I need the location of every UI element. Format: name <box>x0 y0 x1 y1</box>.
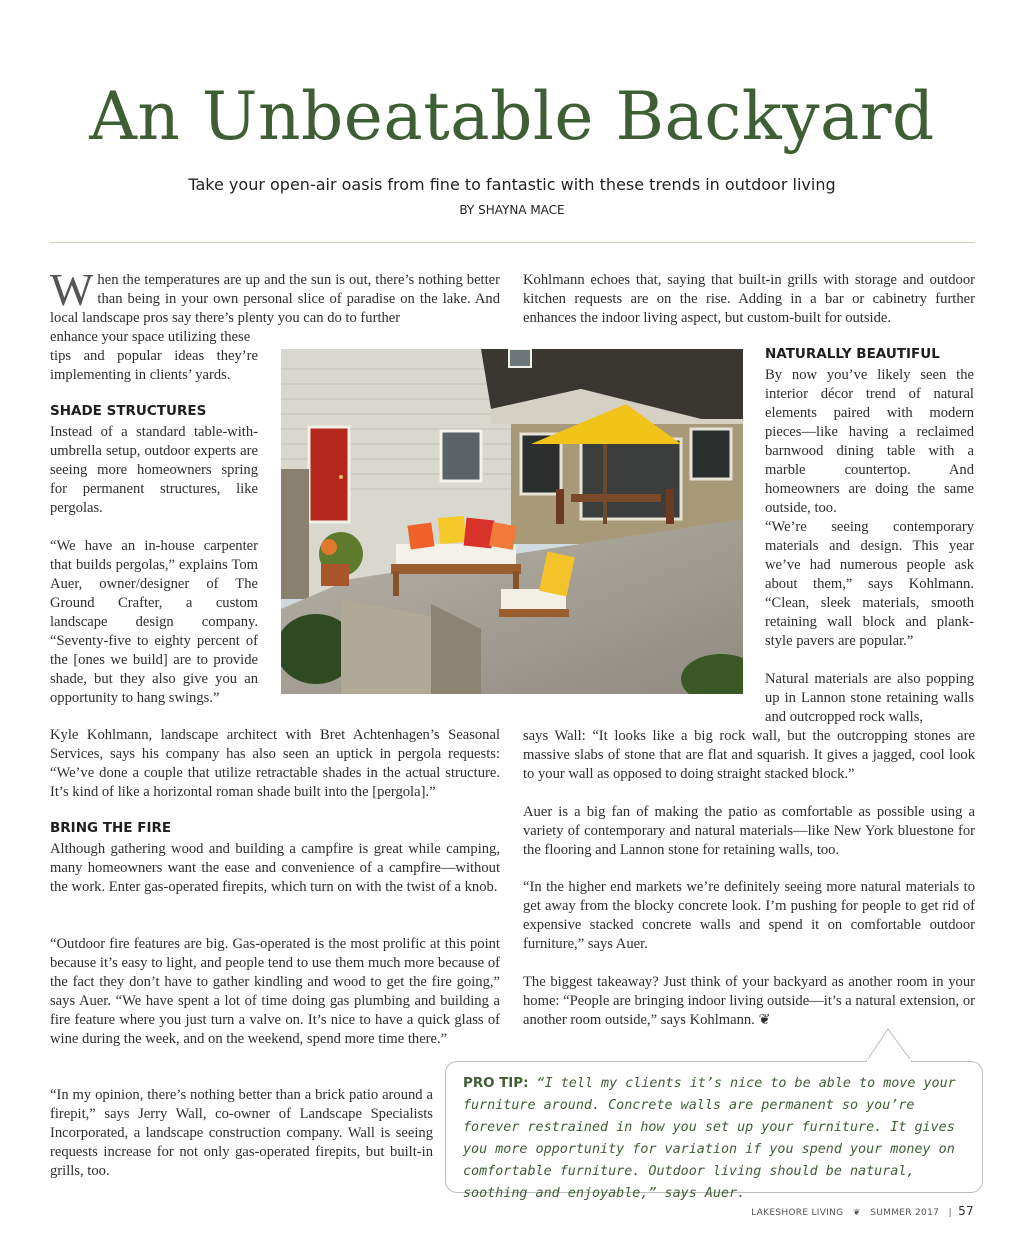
heading-naturally-beautiful: NATURALLY BEAUTIFUL <box>765 346 940 362</box>
pro-tip-label: PRO TIP: <box>463 1076 529 1091</box>
natural-paragraph-4: Auer is a big fan of making the patio as comfortable as possible using a variety of contemporary and natural materials—like New York bluestone for the flooring and Lannon stone for retaining walls, too. <box>523 804 975 858</box>
callout-notch-mask <box>864 1059 914 1063</box>
natural-paragraph-5: “In the higher end markets we’re definitely seeing more natural materials to get away from the blocky concrete look. I’m pushing for people to get rid of expensive stacked concrete walls and spend it on comfortable outdoor furniture,” says Auer. <box>523 879 975 952</box>
shade-paragraph-3: Kyle Kohlmann, landscape architect with Bret Achtenhagen’s Seasonal Services, says his company has also seen an uptick in pergola requests: “We’ve done a couple that utilize retractable shades in the actual structure. It’s kind of like a horizontal roman shade built into the [pergola].” <box>50 727 500 800</box>
pro-tip-callout <box>445 1061 983 1201</box>
natural-paragraph-2: “We’re seeing contemporary materials and design. This year we’ve had numerous people ask about them,” says Kohlmann. “Clean, sleek materials, smooth retaining wall block and plank-style pavers are popular.” <box>765 519 974 649</box>
fire-paragraph-3: “In my opinion, there’s nothing better than a brick patio around a firepit,” says Jerry Wall, co-owner of Landscape Specialists Incorporated, a landscape construction company. Wall is seeing requests increase for not only gas-operated firepits, but built-in grills, too. <box>50 1087 433 1179</box>
pro-tip-text: PRO TIP: “I tell my clients it’s nice to be able to move your furniture around. Concrete walls are permanent so you’re forever restrained in how you set up your furniture. It gives you more opportunity for variation if you spend your money on comfortable furniture. Outdoor living should be natural, soothing and enjoyable,” says Auer. <box>463 1076 956 1201</box>
intro-continued-2: tips and popular ideas they’re implementing in clients’ yards. <box>50 348 258 383</box>
issue-label: SUMMER 2017 <box>870 1208 940 1218</box>
fire-paragraph-2: “Outdoor fire features are big. Gas-operated is the most prolific at this point because it’s easy to light, and people tend to use them much more because of the fact they don’t have to gather kindling and wood to get the fire going,” says Auer. “We have spent a lot of time doing gas plumbing and building a fire feature where you just turn a valve on. It’s nice to have a quick glass of wine during the week, and on the weekend, spend more time there.” <box>50 936 500 1047</box>
right-paragraph-1: Kohlmann echoes that, saying that built-in grills with storage and outdoor kitchen requests are on the rise. Adding in a bar or cabinetry further enhances the indoor living aspect, but custom-built for outside. <box>523 272 975 326</box>
natural-paragraph-6: The biggest takeaway? Just think of your backyard as another room in your home: “People are bringing indoor living outside—it’s a natural extension, or another room outside,” says Kohlmann. ❦ <box>523 974 975 1028</box>
shade-paragraph-1: Instead of a standard table-with-umbrella setup, outdoor experts are seeing more homeowners spring for permanent structures, like pergolas. <box>50 424 258 516</box>
page-footer <box>751 1204 974 1218</box>
article-subtitle: Take your open-air oasis from fine to fantastic with these trends in outdoor living <box>188 175 836 194</box>
backyard-patio-photo <box>281 349 743 694</box>
natural-paragraph-1: By now you’ve likely seen the interior décor trend of natural elements paired with modern pieces—like having a reclaimed barnwood dining table with a marble countertop. And homeowners are doing the same outside, too. <box>765 367 974 516</box>
page-number: 57 <box>958 1204 974 1218</box>
natural-paragraph-3b: says Wall: “It looks like a big rock wall, but the outcropping stones are massive slabs of stone that are flat and squarish. It gives a jagged, cool look to your wall as opposed to doing straight stacked block.” <box>523 728 975 782</box>
leaf-ornament-icon: ❦ <box>852 1208 861 1218</box>
callout-notch <box>864 1028 914 1063</box>
heading-shade-structures: SHADE STRUCTURES <box>50 403 207 419</box>
byline: BY SHAYNA MACE <box>459 203 565 217</box>
header-divider <box>50 242 975 243</box>
article-title: An Unbeatable Backyard <box>89 78 935 155</box>
fire-paragraph-1: Although gathering wood and building a campfire is great while camping, many homeowners want the ease and convenience of a campfire—without the work. Enter gas-operated firepits, which turn on with the twist of a knob. <box>50 841 500 895</box>
shade-paragraph-2: “We have an in-house carpenter that builds pergolas,” explains Tom Auer, owner/designer of The Ground Crafter, a custom landscape design company. “Seventy-five to eighty percent of the [ones we build] are to provide shade, but they also give you an opportunity to hang swings.” <box>50 538 258 706</box>
intro-continued-1: enhance your space utilizing these <box>50 329 251 345</box>
footer-separator: | <box>948 1208 952 1218</box>
intro-paragraph: When the temperatures are up and the sun is out, there’s nothing better than being in your own personal slice of paradise on the lake. And local landscape pros say there’s plenty you can do to further <box>50 264 500 326</box>
drop-cap: W <box>50 264 94 315</box>
magazine-name: LAKESHORE LIVING <box>751 1208 844 1218</box>
heading-bring-the-fire: BRING THE FIRE <box>50 820 172 836</box>
natural-paragraph-3a: Natural materials are also popping up in Lannon stone retaining walls and outcropped rock walls, <box>765 671 974 725</box>
